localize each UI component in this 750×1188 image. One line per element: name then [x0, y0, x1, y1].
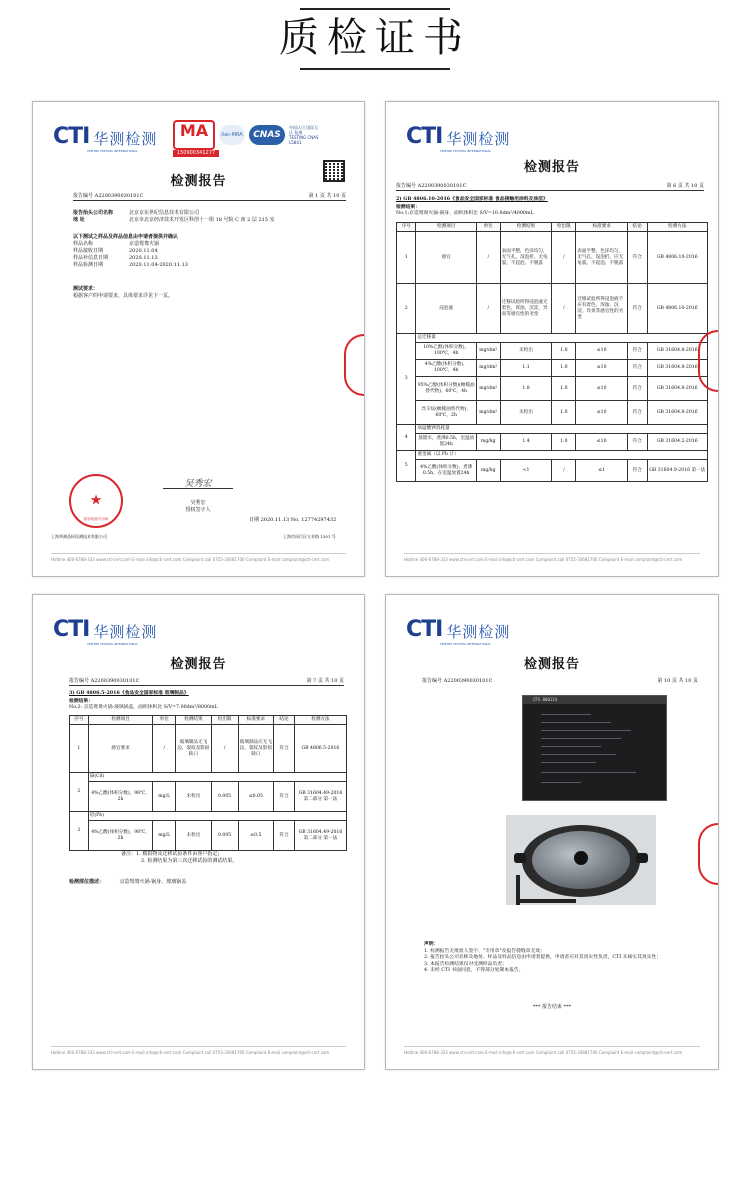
table-row — [397, 377, 708, 401]
remark-line: 备注：1. 模拟物及迁移试验条件由客户指定； — [121, 851, 223, 857]
col-header: 单位 — [476, 223, 500, 232]
cti-logo-cn: 华测检测 — [93, 130, 158, 148]
report-no: A2200390030101C — [443, 678, 493, 684]
col-header: 检测项目 — [88, 716, 153, 725]
col-header: 检测结果 — [500, 223, 552, 232]
title-rule-bottom — [300, 68, 450, 70]
table-header-row — [70, 716, 347, 725]
report-page-7[interactable] — [32, 594, 365, 1070]
seal-text: 检验检测专用章 — [83, 517, 109, 521]
page-footer: Hotline 400-6788-333 www.cti-cert.com E-mail info@cti-cert.com Complaint call 0755-33681700 Complaint E-mail complaint@cti-cert.com — [51, 553, 346, 562]
declaration-item: 1. 检测报告无批准人签字、"专用章"及报告骑缝章无效； — [424, 948, 545, 954]
cell: mg/L — [153, 821, 176, 851]
seal-edge-stamp — [698, 330, 718, 392]
cell: mg/dm² — [476, 401, 500, 425]
signer-name: 吴秀宏 — [190, 500, 206, 506]
cell: 符合 — [628, 232, 647, 284]
report-no-label: 报告编号 — [73, 193, 94, 199]
part-label: 检测部位描述： — [69, 879, 105, 885]
sample-key: 样品补信息日期 — [73, 255, 109, 261]
sample-desc: No.2: 京造鸳鸯火锅-玻璃锅盖，面积体积比 S/V=7.00dm²/8000mL — [69, 705, 218, 710]
sample-value: 2020.11.04-2020.11.13 — [129, 262, 188, 268]
client-label: 报告抬头公司名称 — [73, 210, 114, 216]
label-text-line — [541, 772, 636, 773]
request-text: 根据客户的申请要求，具体要求详见下一页。 — [73, 293, 174, 299]
sample-value: 2020.11.04 — [129, 248, 158, 254]
sample-value: 京造鸳鸯火锅 — [129, 241, 160, 247]
cell: 4%乙酸(体积分数)，98℃，2h — [88, 821, 153, 851]
declaration — [424, 941, 694, 975]
cell: GB 31604.8-2016 — [647, 360, 708, 377]
cell: GB 31604.49-2016 第二部分 第一法 — [294, 821, 346, 851]
lid-knob — [574, 851, 588, 865]
cti-logo — [406, 617, 511, 646]
cell: mg/kg — [476, 434, 500, 451]
cell: 3 — [397, 334, 416, 425]
report-no: A2200390030101C — [90, 678, 140, 684]
cell: GB 31604.9-2016 第一法 — [647, 460, 708, 482]
table-row — [397, 360, 708, 377]
signer-title: 授权签字人 — [185, 507, 211, 513]
cell: mg/L — [153, 782, 176, 812]
declaration-item: 4. 未经 CTI 书面同意，不得部分复制本报告。 — [424, 968, 524, 974]
cti-logo — [406, 124, 511, 153]
report-page-6[interactable] — [385, 101, 719, 577]
cell: GB 31604.2-2016 — [647, 434, 708, 451]
cell: 异辛烷(橄榄油替代物)，60℃，2h — [416, 401, 476, 425]
cell: 表面平整，色泽均匀，无气孔、没泡折、无龟裂、不起泡、不脱落 — [500, 232, 552, 284]
section-heading — [396, 196, 708, 218]
page-number: 第 7 页 共 10 页 — [306, 678, 344, 684]
cti-logo-cn: 华测检测 — [446, 623, 511, 641]
cell: 符合 — [628, 284, 647, 334]
cell: 符合 — [628, 401, 647, 425]
report-meta — [73, 192, 346, 201]
cti-logo-text: CTI — [406, 124, 443, 149]
cti-logo — [53, 617, 158, 646]
sample-key: 样品检测日期 — [73, 262, 104, 268]
cell: 重金属（以 Pb 计） — [416, 451, 708, 460]
cell: / — [552, 460, 576, 482]
cell: mg/dm² — [476, 343, 500, 360]
cell: / — [153, 725, 176, 773]
seal-star-icon: ★ — [89, 492, 103, 509]
declaration-item: 2. 报告抬头公司名称及地址、样品及样品信息由申请者提供，申请者应对其真实性负责，CTI 未核实其真实性； — [424, 955, 662, 961]
cell: 迁移试验所得浸泡液不应有着色、浑浊、沉淀、异臭等感官性的劣变 — [576, 284, 628, 334]
sample-key: 样品名称 — [73, 241, 94, 247]
report-no-label: 报告编号 — [422, 678, 443, 684]
declaration-title: 声明： — [424, 941, 439, 947]
section-title: 2) GB 4806.10-2016《食品安全国家标准 食品接触用涂料及涂层》 — [396, 196, 548, 202]
table-row — [70, 725, 347, 773]
report-no: A2200390030101C — [417, 183, 467, 189]
accreditation-marks — [173, 120, 319, 156]
request-label: 测试要求： — [73, 286, 99, 292]
cell: GB 4806.5-2016 — [294, 725, 346, 773]
cell: 符合 — [274, 725, 295, 773]
cell: 铅(Pb) — [88, 812, 346, 821]
report-no-label: 报告编号 — [396, 183, 417, 189]
cti-logo — [53, 124, 158, 153]
cell: 0.005 — [211, 821, 238, 851]
cell: 未检出 — [176, 821, 211, 851]
cell: 2 — [397, 284, 416, 334]
remark-line: 2. 检测结果为第三次迁移试验的测试结果。 — [141, 858, 238, 864]
seal-edge-stamp — [344, 334, 364, 396]
table-header-row — [397, 223, 708, 232]
sample-desc: No.1:京造鸳鸯火锅-锅身，面积体积比 S/V=10.8dm²/4000mL — [396, 211, 534, 216]
cell: 2 — [70, 773, 89, 812]
label-text-line — [541, 730, 631, 731]
cma-code: 150900341277 — [173, 150, 219, 157]
report-title: 检测报告 — [523, 160, 580, 175]
col-header: 结论 — [274, 716, 295, 725]
sample-value: 2020.11.13 — [129, 255, 158, 261]
cell: 表面平整，色泽均匀，无气孔、没泡折、应无龟裂、不起泡、不脱落 — [576, 232, 628, 284]
ilac-mark: ilac-MRA — [219, 125, 245, 145]
table-row — [70, 782, 347, 812]
report-title: 检测报告 — [170, 174, 227, 189]
report-no-label: 报告编号 — [69, 678, 90, 684]
col-header: 检测方法 — [294, 716, 346, 725]
table-row — [397, 425, 708, 434]
cell: 1.8 — [500, 377, 552, 401]
cell: 符合 — [628, 460, 647, 482]
cell: GB 31604.8-2016 — [647, 377, 708, 401]
cell: 4%乙酸(体积分数)，煮沸0.5h，在室温放置24h — [416, 460, 476, 482]
result-label: 检测结果： — [396, 203, 420, 210]
cell: 1.1 — [500, 360, 552, 377]
cell: 1 — [397, 232, 416, 284]
product-photo — [506, 815, 656, 905]
page-footer: Hotline 400-6788-333 www.cti-cert.com E-mail info@cti-cert.com Complaint call 0755-33681700 Complaint E-mail complaint@cti-cert.com — [51, 1046, 346, 1055]
part-desc: 京造鸳鸯火锅-锅身、玻璃锅盖 — [119, 879, 187, 885]
seal-edge-stamp — [698, 823, 718, 885]
sample-key: 样品接收日期 — [73, 248, 104, 254]
report-no: A2200390030101C — [94, 193, 144, 199]
cell: mg/dm² — [476, 360, 500, 377]
cell: / — [476, 284, 500, 334]
cell: ≤1 — [576, 460, 628, 482]
cell: / — [552, 232, 576, 284]
label-photo — [522, 695, 667, 801]
cti-logo-sub: CENTRE TESTING INTERNATIONAL — [87, 642, 138, 646]
page-footer: Hotline 400-6788-333 www.cti-cert.com E-mail info@cti-cert.com Complaint call 0755-33681700 Complaint E-mail complaint@cti-cert.com — [404, 553, 700, 562]
report-meta — [422, 677, 698, 685]
cell: 玻璃制品应无飞边、裂纹及影损缺口 — [238, 725, 273, 773]
test-request — [73, 286, 344, 300]
table-row — [70, 821, 347, 851]
cell: 镉(Cd) — [88, 773, 346, 782]
label-id: CFS 000114 — [533, 697, 558, 702]
cell: GB 31604.8-2016 — [647, 343, 708, 360]
ruler-horizontal — [516, 899, 576, 903]
label-text-line — [541, 746, 601, 747]
cell: 5 — [397, 451, 416, 482]
cell: / — [211, 725, 238, 773]
cell: ≤10 — [576, 377, 628, 401]
cell: 符合 — [628, 360, 647, 377]
cell: 4%乙酸(体积分数)，100℃，4h — [416, 360, 476, 377]
declaration-item: 3. 本报告检测结果仅对受测样品负责； — [424, 961, 507, 967]
table-row — [397, 334, 708, 343]
sample-note: 以下测试之样品及样品信息由申请者提供并确认 — [73, 234, 179, 240]
cell: 4 — [397, 425, 416, 451]
remarks — [121, 851, 344, 865]
cell: 符合 — [274, 821, 295, 851]
cti-logo-sub: CENTRE TESTING INTERNATIONAL — [440, 149, 491, 153]
cell: ≤0.05 — [238, 782, 273, 812]
table-row — [70, 773, 347, 782]
col-header: 标准要求 — [576, 223, 628, 232]
cell: GB 4806.10-2016 — [647, 284, 708, 334]
col-header: 检测项目 — [416, 223, 476, 232]
cti-logo-cn: 华测检测 — [93, 623, 158, 641]
cnas-text: 中国认可 国际互认 检测 TESTING CNAS L5841 — [289, 125, 319, 145]
cell: 0.005 — [211, 782, 238, 812]
client-info — [73, 210, 344, 224]
cell: GB 31604.8-2016 — [647, 401, 708, 425]
report-page-1[interactable] — [32, 101, 365, 577]
cell: 95%乙醇(体积分数)(橄榄油替代物)，60℃，4h — [416, 377, 476, 401]
cell: 1.0 — [552, 360, 576, 377]
col-header: 结论 — [628, 223, 647, 232]
sample-info — [73, 234, 344, 269]
label-text-line — [541, 738, 621, 739]
company-name: 上海华测品标检测技术有限公司 — [51, 534, 107, 539]
table-row — [397, 401, 708, 425]
col-header: 检测结果 — [176, 716, 211, 725]
cell: 总迁移量 — [416, 334, 708, 343]
cell: ≤10 — [576, 360, 628, 377]
cell: 浸泡液 — [416, 284, 476, 334]
cell: mg/kg — [476, 460, 500, 482]
report-page-10[interactable] — [385, 594, 719, 1070]
page-header — [0, 8, 750, 70]
report-end: *** 报告结束 *** — [532, 1004, 572, 1010]
cell: 蒸馏水，煮沸0.5h，室温放置24h — [416, 434, 476, 451]
signature: 吴秀宏 — [184, 479, 212, 489]
cell: / — [552, 284, 576, 334]
label-text-line — [541, 782, 581, 783]
report-meta — [396, 182, 704, 191]
cell: 3 — [70, 812, 89, 851]
result-table — [69, 715, 347, 851]
cell: 感官要求 — [88, 725, 153, 773]
page-number: 第 6 页 共 10 页 — [666, 183, 704, 189]
report-title: 检测报告 — [523, 657, 580, 672]
report-title: 检测报告 — [170, 657, 227, 672]
result-table — [396, 222, 708, 482]
cell: ≤0.5 — [238, 821, 273, 851]
table-row — [397, 434, 708, 451]
page-footer: Hotline 400-6788-333 www.cti-cert.com E-mail info@cti-cert.com Complaint call 0755-33681700 Complaint E-mail complaint@cti-cert.com — [404, 1046, 700, 1055]
col-header: 序号 — [70, 716, 89, 725]
table-row — [397, 451, 708, 460]
cell: 1.0 — [552, 434, 576, 451]
cell: 未检出 — [500, 401, 552, 425]
section-heading — [69, 690, 354, 712]
cti-logo-sub: CENTRE TESTING INTERNATIONAL — [440, 642, 491, 646]
table-row — [397, 284, 708, 334]
cell: 高锰酸钾消耗量 — [416, 425, 708, 434]
page-title: 质检证书 — [279, 15, 471, 61]
col-header: 检出限 — [211, 716, 238, 725]
signature-line — [163, 488, 233, 489]
cell: 符合 — [628, 377, 647, 401]
pot-handle-right — [636, 853, 648, 863]
page-number: 第 1 页 共 10 页 — [308, 193, 346, 199]
cti-logo-text: CTI — [53, 124, 90, 149]
cell: / — [476, 232, 500, 284]
result-label: 检测结果： — [69, 697, 93, 704]
page-number: 第 10 页 共 10 页 — [657, 678, 698, 684]
cell: 未检出 — [500, 343, 552, 360]
table-row — [397, 232, 708, 284]
client-name: 北京京东世纪信息技术有限公司 — [129, 210, 200, 216]
table-row — [397, 460, 708, 482]
signer-block — [163, 500, 233, 514]
hotpot-image — [522, 825, 640, 897]
report-date: 日期 2020.11.13 No. 12774297432 — [249, 517, 337, 523]
cell: 玻璃制品无飞边、裂纹及影损缺口 — [176, 725, 211, 773]
table-row — [397, 343, 708, 360]
col-header: 单位 — [153, 716, 176, 725]
client-address: 北京市北京经济技术开发区科创十一街 18 号院 C 座 2 层 215 室 — [129, 217, 275, 223]
col-header: 标准要求 — [238, 716, 273, 725]
cell: 1.0 — [552, 377, 576, 401]
cma-mark: MA 150900341277 — [173, 120, 215, 150]
report-meta — [69, 677, 344, 686]
cell: 1.4 — [500, 434, 552, 451]
cell: 1.0 — [552, 401, 576, 425]
cti-logo-text: CTI — [406, 617, 443, 642]
label-text-line — [541, 714, 591, 715]
cell: <1 — [500, 460, 552, 482]
address-label: 地 址 — [73, 217, 85, 223]
cell: 未检出 — [176, 782, 211, 812]
cell: ≤10 — [576, 401, 628, 425]
company-seal — [69, 474, 123, 528]
label-text-line — [541, 762, 596, 763]
cell: 迁移试验所得浸泡液无着色、浑浊、沉淀、异臭等感官性的劣变 — [500, 284, 552, 334]
company-address: 上海市闵行区万芳路 1301 号 — [283, 534, 336, 539]
cell: 符合 — [274, 782, 295, 812]
cti-logo-text: CTI — [53, 617, 90, 642]
pot-handle-left — [514, 853, 526, 863]
label-text-line — [541, 754, 616, 755]
cell: GB 31604.49-2016 第二部分 第一法 — [294, 782, 346, 812]
cell: mg/dm² — [476, 377, 500, 401]
cti-logo-sub: CENTRE TESTING INTERNATIONAL — [87, 149, 138, 153]
cti-logo-cn: 华测检测 — [446, 130, 511, 148]
table-row — [70, 812, 347, 821]
col-header: 检出限 — [552, 223, 576, 232]
cell: 1.0 — [552, 343, 576, 360]
cnas-mark: CNAS — [249, 125, 285, 145]
col-header: 检测方法 — [647, 223, 708, 232]
cell: 4%乙酸(体积分数)，98℃，2h — [88, 782, 153, 812]
cell: GB 4806.10-2016 — [647, 232, 708, 284]
col-header: 序号 — [397, 223, 416, 232]
label-text-line — [541, 722, 611, 723]
cell: 10%乙醇(体积分数)，100℃，4h — [416, 343, 476, 360]
cell: 符合 — [628, 434, 647, 451]
cell: 1 — [70, 725, 89, 773]
cell: ≤10 — [576, 343, 628, 360]
cell: 符合 — [628, 343, 647, 360]
section-title: 3) GB 4806.5-2016《食品安全国家标准 玻璃制品》 — [69, 690, 189, 696]
cell: ≤10 — [576, 434, 628, 451]
test-part — [69, 879, 344, 886]
cell: 感官 — [416, 232, 476, 284]
